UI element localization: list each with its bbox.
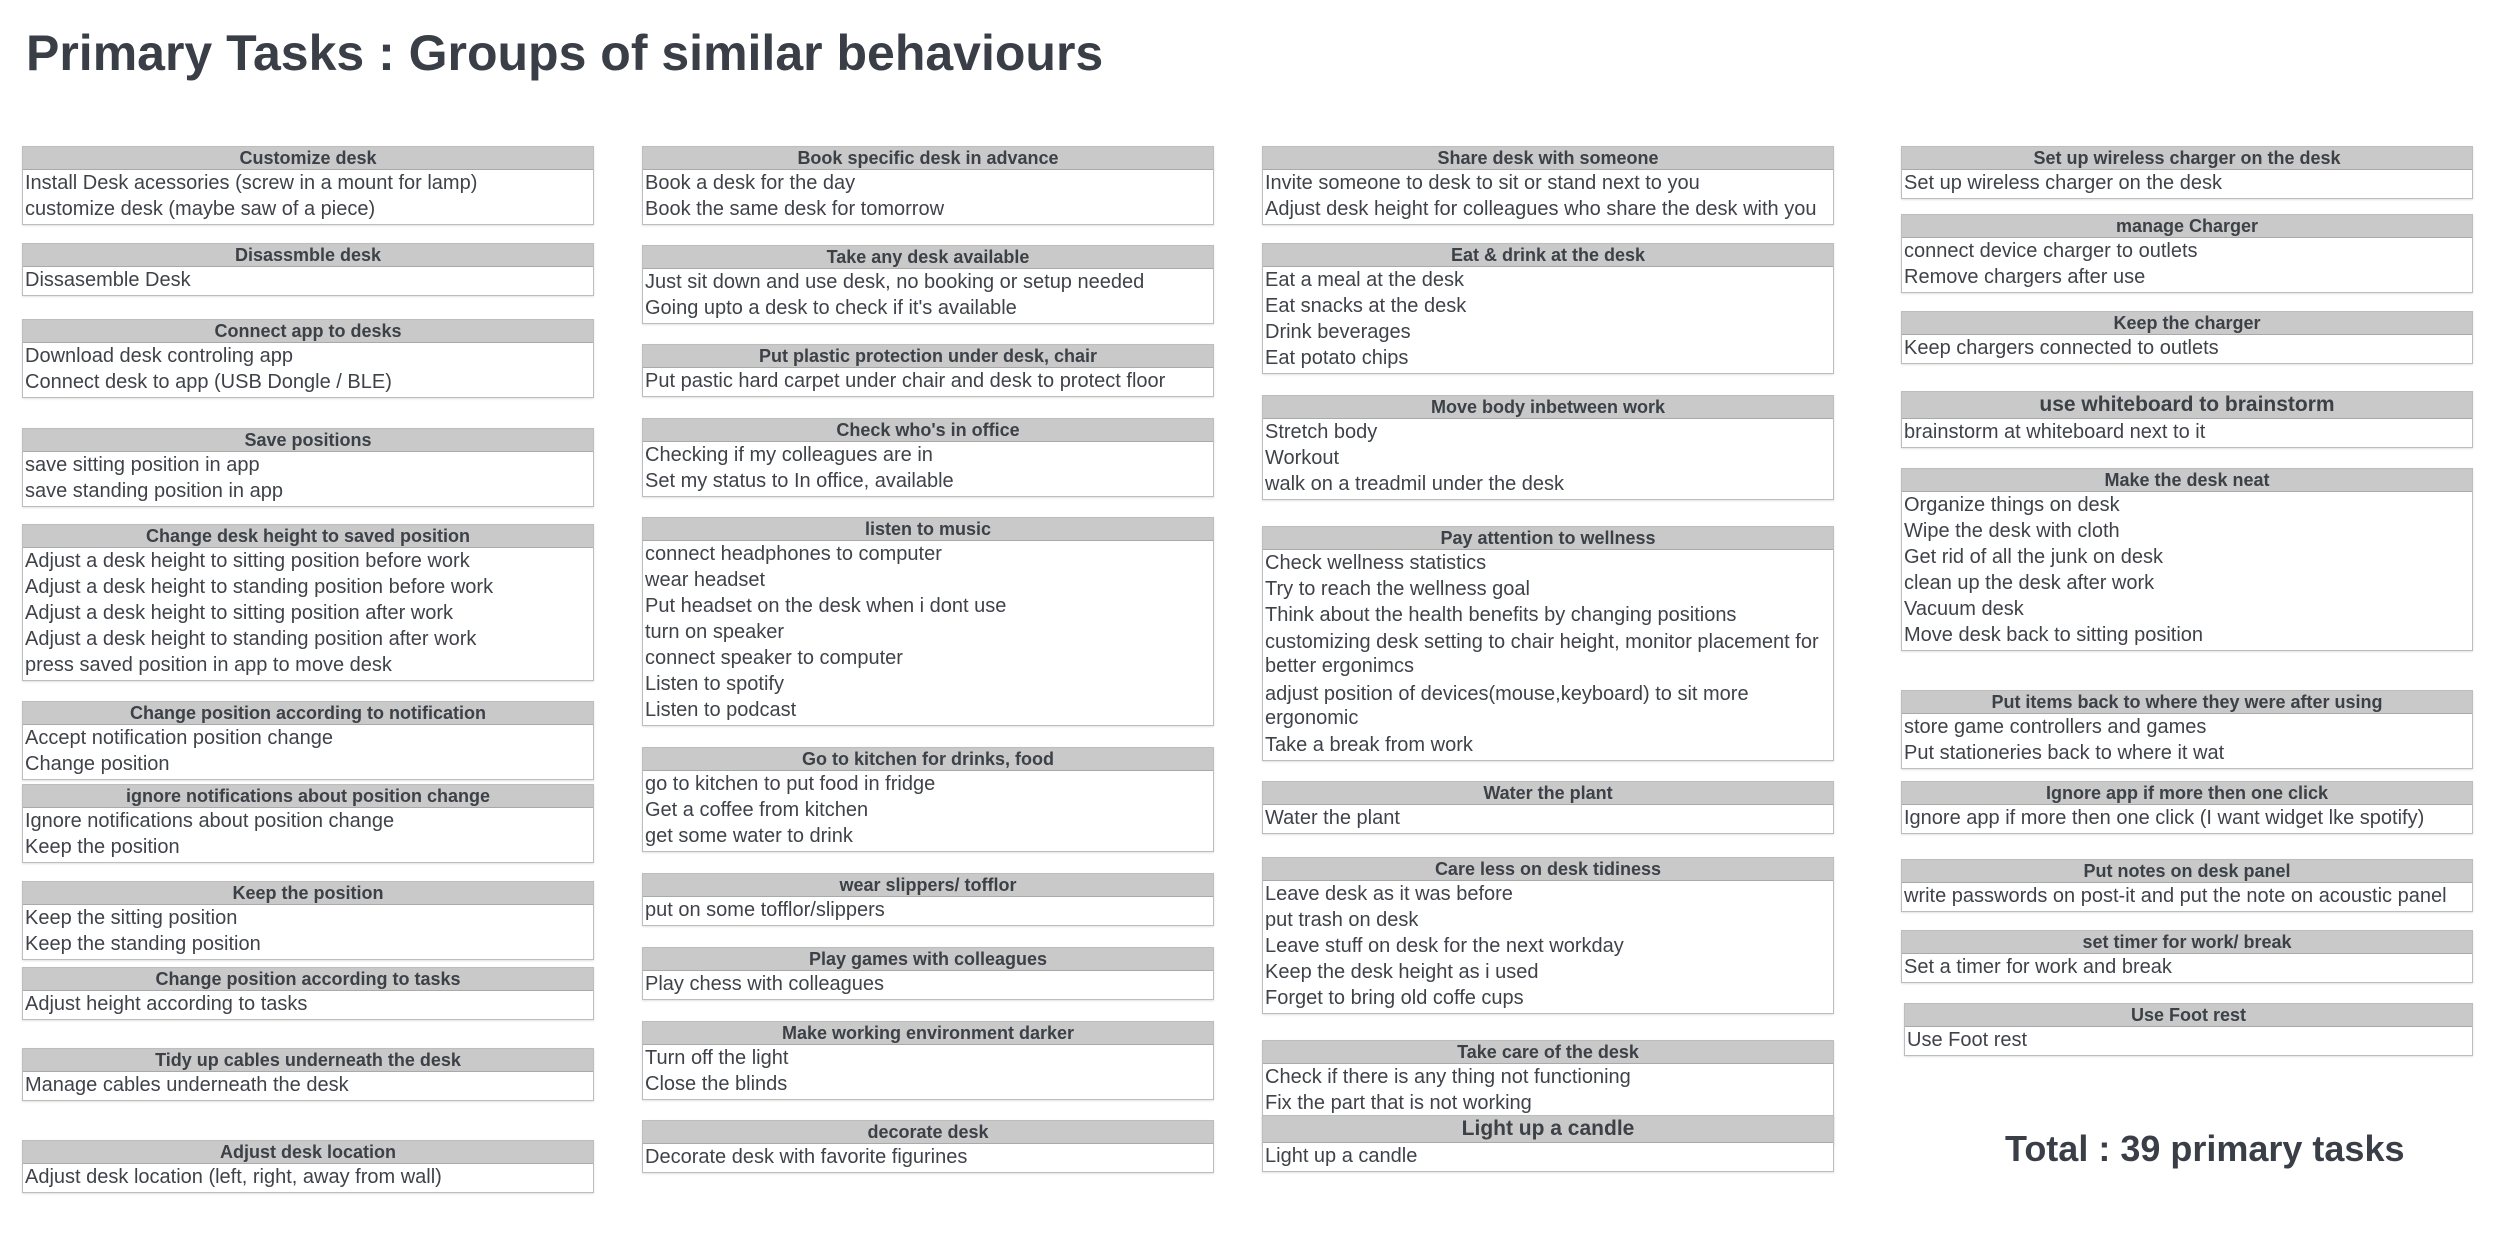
task-group-keep-the-charger — [1901, 311, 2473, 364]
group-title: Set up wireless charger on the desk — [1902, 147, 2472, 170]
task-item: save standing position in app — [25, 480, 283, 502]
task-group-make-the-desk-neat — [1901, 468, 2473, 651]
task-item: Adjust a desk height to sitting position before work — [25, 550, 470, 572]
task-item: customizing desk setting to chair height, monitor placement for better ergonimcs — [1265, 631, 1819, 677]
task-item: customize desk (maybe saw of a piece) — [25, 198, 376, 220]
task-item: Download desk controling app — [25, 345, 293, 367]
group-title: Care less on desk tidiness — [1263, 858, 1833, 881]
group-task-list — [23, 905, 593, 959]
task-group-put-notes-on-desk-panel — [1901, 859, 2473, 912]
group-task-list — [1263, 267, 1833, 373]
task-item: Put stationeries back to where it wat — [1904, 742, 2225, 764]
task-item: connect speaker to computer — [645, 647, 903, 669]
group-task-list — [643, 541, 1213, 725]
task-item: write passwords on post-it and put the note on acoustic panel — [1904, 885, 2447, 907]
task-item: wear headset — [645, 569, 766, 591]
task-item: Adjust desk location (left, right, away from wall) — [25, 1166, 442, 1188]
group-task-list — [23, 452, 593, 506]
task-item: Book the same desk for tomorrow — [645, 198, 945, 220]
task-group-eat-drink-at-the-desk — [1262, 243, 1834, 374]
task-item: Use Foot rest — [1907, 1029, 2028, 1051]
group-title: Tidy up cables underneath the desk — [23, 1049, 593, 1072]
task-item: Change position — [25, 753, 170, 775]
task-item: Remove chargers after use — [1904, 266, 2146, 288]
task-item: Forget to bring old coffe cups — [1265, 987, 1524, 1009]
group-task-list — [643, 269, 1213, 323]
task-item: Dissasemble Desk — [25, 269, 191, 291]
task-group-disassmble-desk — [22, 243, 594, 296]
task-item: Adjust height according to tasks — [25, 993, 308, 1015]
task-item: Keep the desk height as i used — [1265, 961, 1539, 983]
task-item: Keep the position — [25, 836, 180, 858]
task-item: Put headset on the desk when i dont use — [645, 595, 1007, 617]
group-task-list — [23, 1072, 593, 1100]
group-task-list — [643, 170, 1213, 224]
task-group-listen-to-music — [642, 517, 1214, 726]
task-group-tidy-up-cables-underneath-the-desk — [22, 1048, 594, 1101]
task-item: store game controllers and games — [1904, 716, 2207, 738]
task-item: Going upto a desk to check if it's available — [645, 297, 1017, 319]
total-count: Total : 39 primary tasks — [2005, 1128, 2405, 1169]
task-group-change-position-according-to-tasks — [22, 967, 594, 1020]
group-title: Save positions — [23, 429, 593, 452]
group-task-list — [1902, 805, 2472, 833]
group-title: Ignore app if more then one click — [1902, 782, 2472, 805]
group-task-list — [23, 1164, 593, 1192]
page-title: Primary Tasks : Groups of similar behaviours — [26, 25, 1104, 81]
group-title: set timer for work/ break — [1902, 931, 2472, 954]
group-title: Light up a candle — [1263, 1116, 1833, 1143]
task-group-take-any-desk-available — [642, 245, 1214, 324]
task-group-check-who-s-in-office — [642, 418, 1214, 497]
group-title: use whiteboard to brainstorm — [1902, 392, 2472, 419]
group-task-list — [1905, 1027, 2472, 1055]
group-title: Change position according to tasks — [23, 968, 593, 991]
task-item: Eat potato chips — [1265, 347, 1409, 369]
task-item: Ignore notifications about position change — [25, 810, 395, 832]
task-item: Get rid of all the junk on desk — [1904, 546, 2164, 568]
task-item: connect device charger to outlets — [1904, 240, 2198, 262]
task-group-play-games-with-colleagues — [642, 947, 1214, 1000]
task-group-customize-desk — [22, 146, 594, 225]
task-group-water-the-plant — [1262, 781, 1834, 834]
task-item: press saved position in app to move desk — [25, 654, 392, 676]
group-title: Connect app to desks — [23, 320, 593, 343]
group-task-list — [1263, 170, 1833, 224]
task-item: Book a desk for the day — [645, 172, 856, 194]
group-title: Make working environment darker — [643, 1022, 1213, 1045]
task-item: Leave desk as it was before — [1265, 883, 1513, 905]
task-group-make-working-environment-darker — [642, 1021, 1214, 1100]
task-item: clean up the desk after work — [1904, 572, 2155, 594]
task-item: Light up a candle — [1265, 1145, 1418, 1167]
task-group-connect-app-to-desks — [22, 319, 594, 398]
task-item: go to kitchen to put food in fridge — [645, 773, 936, 795]
task-item: Drink beverages — [1265, 321, 1411, 343]
group-task-list — [1263, 881, 1833, 1013]
task-item: save sitting position in app — [25, 454, 260, 476]
group-title: Move body inbetween work — [1263, 396, 1833, 419]
task-item: put trash on desk — [1265, 909, 1419, 931]
group-title: Disassmble desk — [23, 244, 593, 267]
task-item: Wipe the desk with cloth — [1904, 520, 2120, 542]
group-task-list — [1902, 492, 2472, 650]
group-title: Pay attention to wellness — [1263, 527, 1833, 550]
task-group-set-up-wireless-charger-on-the-desk — [1901, 146, 2473, 199]
group-title: Go to kitchen for drinks, food — [643, 748, 1213, 771]
group-task-list — [643, 1144, 1213, 1172]
task-group-change-desk-height-to-saved-position — [22, 524, 594, 681]
task-item: Listen to spotify — [645, 673, 784, 695]
group-task-list — [23, 548, 593, 680]
group-task-list — [1902, 170, 2472, 198]
group-task-list — [643, 1045, 1213, 1099]
task-item: brainstorm at whiteboard next to it — [1904, 421, 2206, 443]
group-task-list — [1902, 714, 2472, 768]
group-task-list — [643, 971, 1213, 999]
group-title: Book specific desk in advance — [643, 147, 1213, 170]
group-task-list — [1902, 335, 2472, 363]
task-group-set-timer-for-work-break — [1901, 930, 2473, 983]
task-item: Water the plant — [1265, 807, 1400, 829]
group-task-list — [23, 808, 593, 862]
task-item: Set my status to In office, available — [645, 470, 954, 492]
group-task-list — [1902, 419, 2472, 447]
task-item: Adjust a desk height to standing position before work — [25, 576, 494, 598]
task-item: Turn off the light — [645, 1047, 789, 1069]
task-item: Listen to podcast — [645, 699, 797, 721]
task-item: Workout — [1265, 447, 1340, 469]
task-item: put on some tofflor/slippers — [645, 899, 885, 921]
group-title: Play games with colleagues — [643, 948, 1213, 971]
task-group-move-body-inbetween-work — [1262, 395, 1834, 500]
task-item: Close the blinds — [645, 1073, 788, 1095]
task-item: Try to reach the wellness goal — [1265, 578, 1530, 600]
task-item: Check wellness statistics — [1265, 552, 1487, 574]
group-task-list — [1902, 954, 2472, 982]
task-item: get some water to drink — [645, 825, 853, 847]
task-item: Accept notification position change — [25, 727, 333, 749]
task-item: Put pastic hard carpet under chair and desk to protect floor — [645, 370, 1166, 392]
group-title: ignore notifications about position change — [23, 785, 593, 808]
group-title: Check who's in office — [643, 419, 1213, 442]
task-item: Decorate desk with favorite figurines — [645, 1146, 968, 1168]
task-item: Just sit down and use desk, no booking or setup needed — [645, 271, 1145, 293]
group-task-list — [23, 267, 593, 295]
task-group-pay-attention-to-wellness — [1262, 526, 1834, 761]
task-item: Checking if my colleagues are in — [645, 444, 933, 466]
task-item: adjust position of devices(mouse,keyboard) to sit more ergonomic — [1265, 683, 1749, 729]
group-title: Share desk with someone — [1263, 147, 1833, 170]
task-item: walk on a treadmil under the desk — [1265, 473, 1565, 495]
group-task-list — [1263, 1143, 1833, 1171]
task-group-light-up-a-candle — [1262, 1115, 1834, 1172]
task-item: Keep the standing position — [25, 933, 261, 955]
group-title: wear slippers/ tofflor — [643, 874, 1213, 897]
group-title: Customize desk — [23, 147, 593, 170]
group-title: Keep the position — [23, 882, 593, 905]
group-title: Put items back to where they were after using — [1902, 691, 2472, 714]
task-group-adjust-desk-location — [22, 1140, 594, 1193]
task-group-decorate-desk — [642, 1120, 1214, 1173]
group-title: manage Charger — [1902, 215, 2472, 238]
task-group-wear-slippers-tofflor — [642, 873, 1214, 926]
task-group-go-to-kitchen-for-drinks-food — [642, 747, 1214, 852]
group-title: Change position according to notification — [23, 702, 593, 725]
group-task-list — [1263, 550, 1833, 760]
group-title: decorate desk — [643, 1121, 1213, 1144]
task-group-manage-charger — [1901, 214, 2473, 293]
task-item: Adjust a desk height to standing position after work — [25, 628, 477, 650]
task-item: Stretch body — [1265, 421, 1378, 443]
task-item: Keep chargers connected to outlets — [1904, 337, 2219, 359]
task-item: Invite someone to desk to sit or stand next to you — [1265, 172, 1700, 194]
group-task-list — [23, 725, 593, 779]
task-item: Ignore app if more then one click (I want widget lke spotify) — [1904, 807, 2425, 829]
group-task-list — [643, 897, 1213, 925]
task-group-share-desk-with-someone — [1262, 146, 1834, 225]
task-group-ignore-app-if-more-then-one-click — [1901, 781, 2473, 834]
task-item: turn on speaker — [645, 621, 784, 643]
task-group-care-less-on-desk-tidiness — [1262, 857, 1834, 1014]
task-group-save-positions — [22, 428, 594, 507]
group-title: Adjust desk location — [23, 1141, 593, 1164]
group-title: Take care of the desk — [1263, 1041, 1833, 1064]
task-item: Keep the sitting position — [25, 907, 238, 929]
group-task-list — [1902, 238, 2472, 292]
group-task-list — [1263, 419, 1833, 499]
task-item: connect headphones to computer — [645, 543, 942, 565]
group-title: Keep the charger — [1902, 312, 2472, 335]
task-group-use-foot-rest — [1904, 1003, 2473, 1056]
task-item: Set a timer for work and break — [1904, 956, 2172, 978]
group-title: Eat & drink at the desk — [1263, 244, 1833, 267]
task-item: Check if there is any thing not functioning — [1265, 1066, 1631, 1088]
task-item: Set up wireless charger on the desk — [1904, 172, 2222, 194]
task-item: Play chess with colleagues — [645, 973, 885, 995]
task-item: Think about the health benefits by changing positions — [1265, 604, 1737, 626]
task-item: Organize things on desk — [1904, 494, 2120, 516]
group-title: Use Foot rest — [1905, 1004, 2472, 1027]
group-title: Put plastic protection under desk, chair — [643, 345, 1213, 368]
task-group-change-position-according-to-notification — [22, 701, 594, 780]
task-group-keep-the-position — [22, 881, 594, 960]
group-title: Change desk height to saved position — [23, 525, 593, 548]
task-item: Eat a meal at the desk — [1265, 269, 1465, 291]
group-title: Put notes on desk panel — [1902, 860, 2472, 883]
group-title: Take any desk available — [643, 246, 1213, 269]
task-item: Move desk back to sitting position — [1904, 624, 2204, 646]
task-item: Leave stuff on desk for the next workday — [1265, 935, 1624, 957]
task-item: Manage cables underneath the desk — [25, 1074, 349, 1096]
group-task-list — [643, 442, 1213, 496]
task-group-put-plastic-protection-under-desk-chair — [642, 344, 1214, 397]
task-group-use-whiteboard-to-brainstorm — [1901, 391, 2473, 448]
task-item: Fix the part that is not working — [1265, 1092, 1532, 1114]
task-item: Connect desk to app (USB Dongle / BLE) — [25, 371, 392, 393]
group-task-list — [1902, 883, 2472, 911]
task-item: Take a break from work — [1265, 734, 1473, 756]
group-title: Make the desk neat — [1902, 469, 2472, 492]
group-title: Water the plant — [1263, 782, 1833, 805]
task-group-put-items-back-to-where-they-were-after-using — [1901, 690, 2473, 769]
group-title: listen to music — [643, 518, 1213, 541]
group-task-list — [1263, 805, 1833, 833]
task-item: Adjust a desk height to sitting position after work — [25, 602, 454, 624]
task-item: Vacuum desk — [1904, 598, 2024, 620]
task-group-book-specific-desk-in-advance — [642, 146, 1214, 225]
task-item: Install Desk acessories (screw in a mount for lamp) — [25, 172, 478, 194]
task-item: Adjust desk height for colleagues who share the desk with you — [1265, 198, 1817, 220]
group-task-list — [23, 343, 593, 397]
task-item: Eat snacks at the desk — [1265, 295, 1467, 317]
group-task-list — [23, 170, 593, 224]
group-task-list — [643, 771, 1213, 851]
group-task-list — [643, 368, 1213, 396]
task-group-ignore-notifications-about-position-change — [22, 784, 594, 863]
group-task-list — [23, 991, 593, 1019]
task-item: Get a coffee from kitchen — [645, 799, 869, 821]
